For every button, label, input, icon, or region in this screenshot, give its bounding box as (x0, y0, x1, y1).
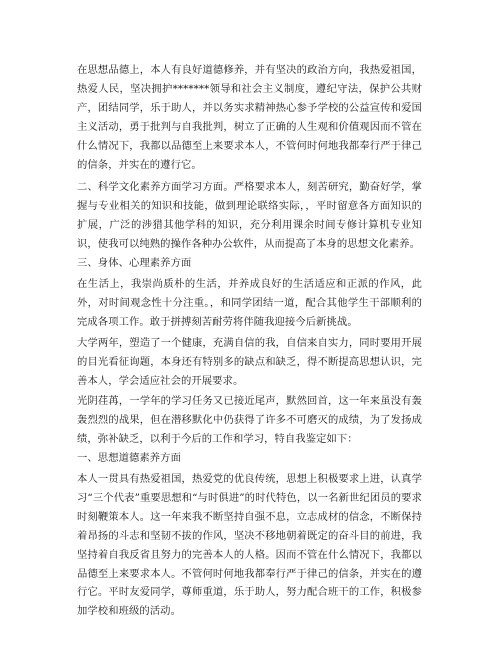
paragraph-moral-character: 在思想品德上，本人有良好道德修养，并有坚决的政治方向，我热爱祖国，热爱人民，坚决拥护*******领导和社会主义制度，遵纪守法，保护公共财产，团结同学，乐于助人，并以务实求精神热心参予学校的公益宣传和爱国主义活动，勇于批判与自我批判，树立了正确的人生观和价值观因而不管在什么情况下，我都以品德至上来要求本人，不管何时何地我都奉行严于律己的信条，并实在的遵行它。 (77, 64, 422, 171)
paragraph-year-summary: 光阴荏苒，一学年的学习任务又已接近尾声，默然回首，这一年来虽没有轰轰烈烈的战果，但在潜移默化中仍获得了许多不可磨灭的成绩，为了发扬成绩，弥补缺乏，以利于今后的工作和学习，特自我鉴定如下： (77, 395, 422, 446)
paragraph-patriotism: 本人一贯具有热爱祖国，热爱党的优良传统，思想上积极要求上进，认真学习“三个代表”重要思想和“与时俱进”的时代特色，以一名新世纪团员的要求时刻鞭策本人。这一年来我不断坚持自强不息，立志成材的信念，不断保持着昂扬的斗志和坚韧不拔的作风，坚决不移地朝着既定的奋斗目的前进，我坚持着自我反省且努力的完善本人的人格。因而不管在什么情况下，我都以品德至上来要求本人。不管何时何地我都奉行严于律己的信条，并实在的遵行它。平时友爱同学，尊师重道，乐于助人，努力配合班干的工作，积极参加学校和班级的活动。 (77, 473, 422, 618)
heading-moral-quality: 一、思想道德素养方面 (77, 452, 181, 465)
paragraph-science-culture: 二、科学文化素养方面学习方面。严格要求本人，刻苦研究，勤奋好学，掌握与专业相关的知识和技能，做到理论联络实际，，平时留意各方面知识的扩展，广泛的涉猎其他学科的知识，充分利用课余时间专修计算机专业知识，使我可以纯熟的操作各种办公软件，从而提高了本身的思想文化素养。 (77, 181, 422, 251)
document-body (77, 61, 422, 621)
paragraph-life-style: 在生活上，我崇尚质朴的生活，并养成良好的生活适应和正派的作风，此外，对时间观念性十分注重。，和同学团结一道，配合其他学生干部顺利的完成各项工作。敢于拼搏刻苦耐劳将伴随我迎接今后新挑战。 (77, 277, 422, 328)
paragraph-two-years: 大学两年，塑造了一个健康，充满自信的我，自信来自实力，同时要用开展的目光看征询题，本身还有特别多的缺点和缺乏，得不断提高思想认识，完善本人，学会适应社会的开展要求。 (77, 336, 422, 387)
heading-body-mind: 三、身体、心理素养方面 (77, 257, 192, 270)
